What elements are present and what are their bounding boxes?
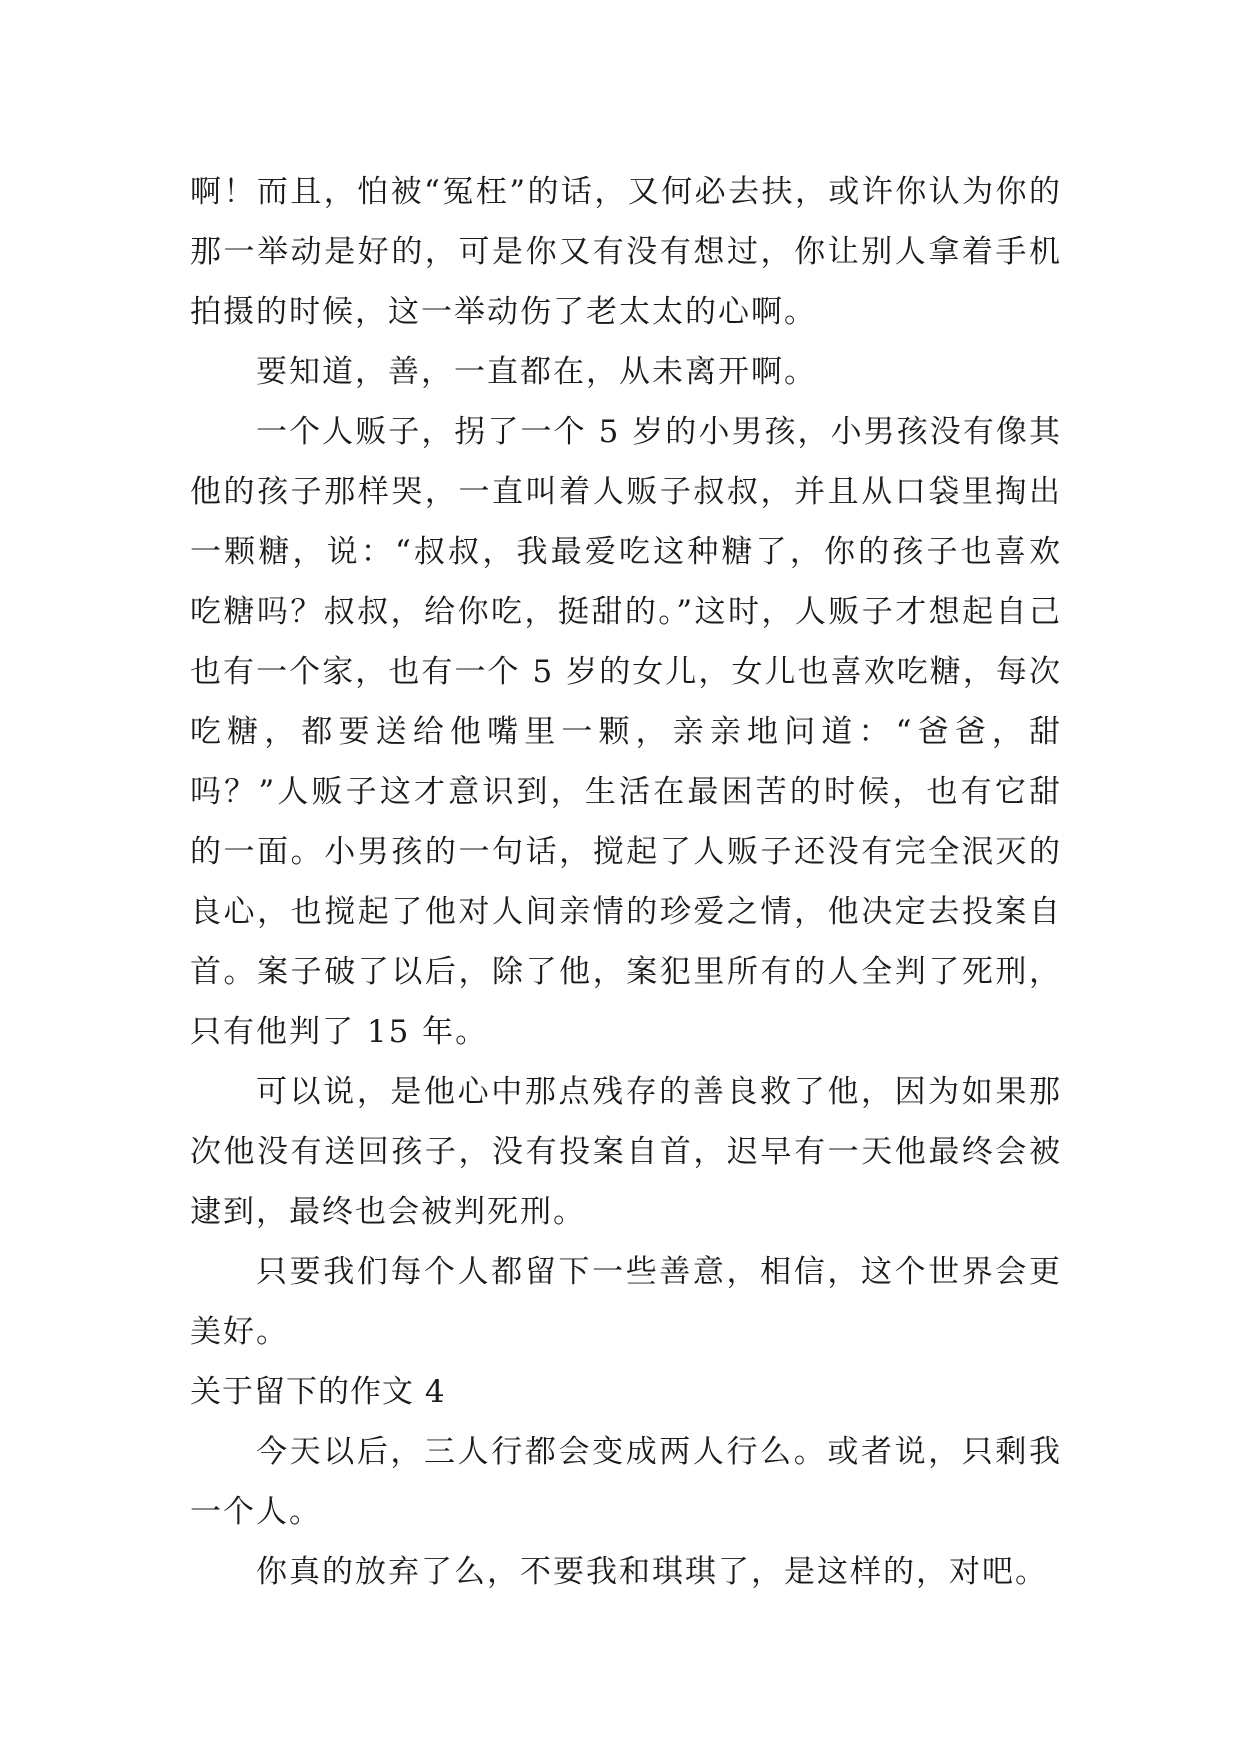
paragraph: 只要我们每个人都留下一些善意，相信，这个世界会更美好。 xyxy=(190,1254,1062,1350)
paragraph: 今天以后，三人行都会变成两人行么。或者说，只剩我一个人。 xyxy=(190,1434,1062,1530)
section-heading: 关于留下的作文 4 xyxy=(190,1374,446,1410)
document-body xyxy=(190,162,1062,1602)
paragraph: 啊！而且，怕被“冤枉”的话，又何必去扶，或许你认为你的那一举动是好的，可是你又有没有想过，你让别人拿着手机拍摄的时候，这一举动伤了老太太的心啊。 xyxy=(190,174,1062,330)
paragraph: 一个人贩子，拐了一个 5 岁的小男孩，小男孩没有像其他的孩子那样哭，一直叫着人贩子叔叔，并且从口袋里掏出一颗糖，说：“叔叔，我最爱吃这种糖了，你的孩子也喜欢吃糖吗？叔叔，给你吃，挺甜的。”这时，人贩子才想起自己也有一个家，也有一个 5 岁的女儿，女儿也喜欢吃糖，每次吃糖，都要送给他嘴里一颗，亲亲地问道：“爸爸，甜吗？”人贩子这才意识到，生活在最困苦的时候，也有它甜的一面。小男孩的一句话，搅起了人贩子还没有完全泯灭的良心，也搅起了他对人间亲情的珍爱之情，他决定去投案自首。案子破了以后，除了他，案犯里所有的人全判了死刑，只有他判了 15 年。 xyxy=(190,414,1062,1050)
paragraph: 要知道，善，一直都在，从未离开啊。 xyxy=(256,354,817,390)
paragraph: 你真的放弃了么，不要我和琪琪了，是这样的，对吧。 xyxy=(256,1554,1048,1590)
paragraph: 可以说，是他心中那点残存的善良救了他，因为如果那次他没有送回孩子，没有投案自首，迟早有一天他最终会被逮到，最终也会被判死刑。 xyxy=(190,1074,1062,1230)
